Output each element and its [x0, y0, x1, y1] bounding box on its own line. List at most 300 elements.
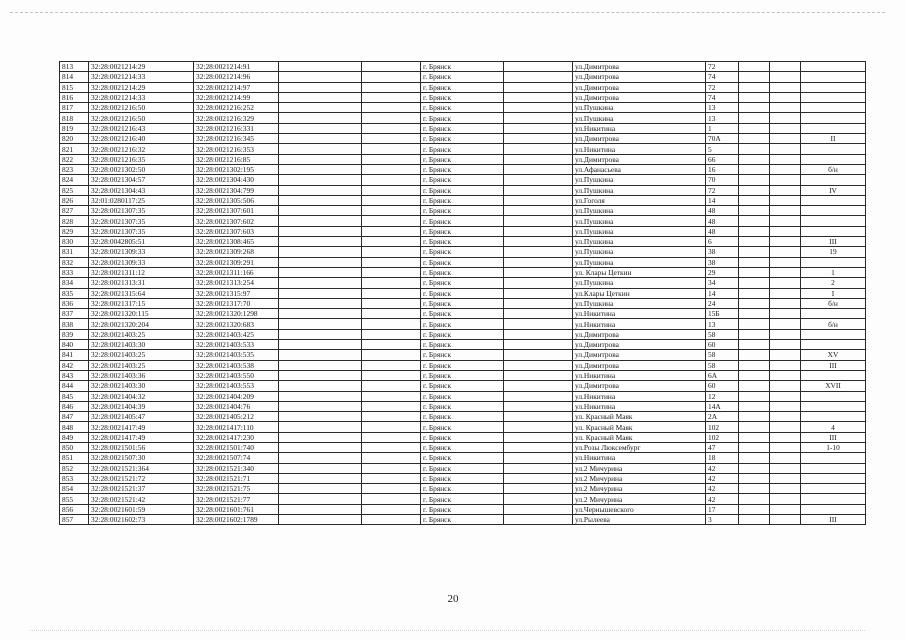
empty-cell [362, 309, 421, 319]
house-number-cell: 58 [706, 350, 739, 360]
empty-cell [504, 494, 573, 504]
empty-cell [362, 62, 421, 72]
empty-cell [362, 82, 421, 92]
city-cell: г. Брянск [421, 113, 504, 123]
empty-cell [279, 484, 362, 494]
table-row [60, 360, 866, 370]
empty-cell [362, 298, 421, 308]
empty-cell [362, 370, 421, 380]
empty-cell [504, 329, 573, 339]
empty-cell [770, 206, 801, 216]
table-row [60, 463, 866, 473]
land-cadastral-number-cell: 32:28:0021320:115 [89, 309, 194, 319]
empty-cell [739, 350, 770, 360]
city-cell: г. Брянск [421, 422, 504, 432]
street-cell: ул.2 Мичурина [573, 473, 706, 483]
land-cadastral-number-cell: 32:28:0021307:35 [89, 206, 194, 216]
empty-cell [504, 92, 573, 102]
city-cell: г. Брянск [421, 453, 504, 463]
premises-number-cell [801, 62, 866, 72]
land-cadastral-number-cell: 32:28:0021307:35 [89, 216, 194, 226]
table-row [60, 298, 866, 308]
row-number-cell: 850 [60, 442, 89, 452]
row-number-cell: 825 [60, 185, 89, 195]
empty-cell [504, 473, 573, 483]
row-number-cell: 856 [60, 504, 89, 514]
empty-cell [739, 103, 770, 113]
city-cell: г. Брянск [421, 103, 504, 113]
land-cadastral-number-cell: 32:28:0021403:25 [89, 360, 194, 370]
table-row [60, 82, 866, 92]
row-number-cell: 834 [60, 278, 89, 288]
table-row [60, 309, 866, 319]
empty-cell [504, 185, 573, 195]
house-number-cell: 2А [706, 412, 739, 422]
house-number-cell: 74 [706, 72, 739, 82]
premises-number-cell [801, 257, 866, 267]
empty-cell [279, 422, 362, 432]
street-cell: ул.2 Мичурина [573, 463, 706, 473]
city-cell: г. Брянск [421, 247, 504, 257]
row-number-cell: 830 [60, 237, 89, 247]
empty-cell [504, 72, 573, 82]
empty-cell [739, 453, 770, 463]
table-row [60, 164, 866, 174]
street-cell: ул.Никитина [573, 123, 706, 133]
row-number-cell: 827 [60, 206, 89, 216]
empty-cell [504, 453, 573, 463]
row-number-cell: 857 [60, 515, 89, 525]
object-cadastral-number-cell: 32:28:0021602:1789 [194, 515, 279, 525]
object-cadastral-number-cell: 32:28:0021216:345 [194, 134, 279, 144]
house-number-cell: 38 [706, 257, 739, 267]
empty-cell [362, 515, 421, 525]
table-row [60, 185, 866, 195]
table-row [60, 134, 866, 144]
table-row [60, 329, 866, 339]
empty-cell [739, 247, 770, 257]
object-cadastral-number-cell: 32:28:0021403:533 [194, 340, 279, 350]
empty-cell [739, 134, 770, 144]
empty-cell [504, 442, 573, 452]
premises-number-cell [801, 92, 866, 102]
empty-cell [504, 381, 573, 391]
street-cell: ул.Гоголя [573, 195, 706, 205]
empty-cell [504, 82, 573, 92]
land-cadastral-number-cell: 32:28:0021216:43 [89, 123, 194, 133]
house-number-cell: 58 [706, 329, 739, 339]
premises-number-cell [801, 82, 866, 92]
premises-number-cell: IV [801, 185, 866, 195]
empty-cell [279, 473, 362, 483]
premises-number-cell: XVII [801, 381, 866, 391]
land-cadastral-number-cell: 32:28:0021216:32 [89, 144, 194, 154]
city-cell: г. Брянск [421, 504, 504, 514]
empty-cell [362, 72, 421, 82]
premises-number-cell [801, 123, 866, 133]
row-number-cell: 814 [60, 72, 89, 82]
land-cadastral-number-cell: 32:28:0021403:30 [89, 340, 194, 350]
premises-number-cell [801, 72, 866, 82]
house-number-cell: 48 [706, 216, 739, 226]
empty-cell [739, 92, 770, 102]
empty-cell [279, 329, 362, 339]
table-row [60, 412, 866, 422]
land-cadastral-number-cell: 32:28:0021404:39 [89, 401, 194, 411]
empty-cell [279, 463, 362, 473]
empty-cell [770, 247, 801, 257]
empty-cell [279, 82, 362, 92]
house-number-cell: 72 [706, 185, 739, 195]
empty-cell [279, 309, 362, 319]
premises-number-cell [801, 453, 866, 463]
house-number-cell: 15Б [706, 309, 739, 319]
street-cell: ул.Димитрова [573, 360, 706, 370]
street-cell: ул.2 Мичурина [573, 494, 706, 504]
object-cadastral-number-cell: 32:28:0021320:1298 [194, 309, 279, 319]
empty-cell [739, 237, 770, 247]
house-number-cell: 48 [706, 206, 739, 216]
empty-cell [362, 247, 421, 257]
premises-number-cell [801, 484, 866, 494]
row-number-cell: 847 [60, 412, 89, 422]
empty-cell [279, 401, 362, 411]
row-number-cell: 846 [60, 401, 89, 411]
street-cell: ул.Пушкина [573, 175, 706, 185]
land-cadastral-number-cell: 32:28:0021311:12 [89, 267, 194, 277]
row-number-cell: 829 [60, 226, 89, 236]
row-number-cell: 843 [60, 370, 89, 380]
object-cadastral-number-cell: 32:28:0021216:353 [194, 144, 279, 154]
empty-cell [362, 216, 421, 226]
premises-number-cell [801, 144, 866, 154]
empty-cell [279, 164, 362, 174]
object-cadastral-number-cell: 32:28:0021501:740 [194, 442, 279, 452]
empty-cell [362, 237, 421, 247]
city-cell: г. Брянск [421, 350, 504, 360]
row-number-cell: 818 [60, 113, 89, 123]
empty-cell [362, 442, 421, 452]
street-cell: ул.Димитрова [573, 340, 706, 350]
empty-cell [504, 391, 573, 401]
empty-cell [770, 463, 801, 473]
object-cadastral-number-cell: 32:28:0021403:425 [194, 329, 279, 339]
street-cell: ул.Розы Люксембург [573, 442, 706, 452]
empty-cell [504, 154, 573, 164]
object-cadastral-number-cell: 32:28:0021313:254 [194, 278, 279, 288]
row-number-cell: 833 [60, 267, 89, 277]
street-cell: ул.Пушкина [573, 247, 706, 257]
table-row [60, 247, 866, 257]
city-cell: г. Брянск [421, 391, 504, 401]
empty-cell [362, 195, 421, 205]
empty-cell [504, 278, 573, 288]
city-cell: г. Брянск [421, 494, 504, 504]
house-number-cell: 34 [706, 278, 739, 288]
street-cell: ул.Пушкина [573, 113, 706, 123]
premises-number-cell [801, 195, 866, 205]
empty-cell [770, 340, 801, 350]
table-row [60, 340, 866, 350]
premises-number-cell: III [801, 515, 866, 525]
empty-cell [279, 453, 362, 463]
land-cadastral-number-cell: 32:28:0021216:35 [89, 154, 194, 164]
premises-number-cell: 1-10 [801, 442, 866, 452]
empty-cell [739, 113, 770, 123]
city-cell: г. Брянск [421, 442, 504, 452]
object-cadastral-number-cell: 32:28:0021216:329 [194, 113, 279, 123]
house-number-cell: 12 [706, 391, 739, 401]
object-cadastral-number-cell: 32:28:0021214:91 [194, 62, 279, 72]
city-cell: г. Брянск [421, 360, 504, 370]
empty-cell [739, 473, 770, 483]
premises-number-cell [801, 401, 866, 411]
street-cell: ул.Пушкина [573, 185, 706, 195]
object-cadastral-number-cell: 32:28:0021417:110 [194, 422, 279, 432]
empty-cell [504, 360, 573, 370]
row-number-cell: 837 [60, 309, 89, 319]
city-cell: г. Брянск [421, 309, 504, 319]
land-cadastral-number-cell: 32:28:0021403:36 [89, 370, 194, 380]
empty-cell [362, 329, 421, 339]
row-number-cell: 842 [60, 360, 89, 370]
empty-cell [739, 288, 770, 298]
empty-cell [739, 298, 770, 308]
object-cadastral-number-cell: 32:28:0021403:538 [194, 360, 279, 370]
object-cadastral-number-cell: 32:28:0021216:252 [194, 103, 279, 113]
table-row [60, 154, 866, 164]
row-number-cell: 855 [60, 494, 89, 504]
street-cell: ул.Афанасьева [573, 164, 706, 174]
empty-cell [362, 484, 421, 494]
empty-cell [770, 381, 801, 391]
empty-cell [279, 103, 362, 113]
empty-cell [279, 154, 362, 164]
land-cadastral-number-cell: 32:28:0021403:30 [89, 381, 194, 391]
empty-cell [739, 412, 770, 422]
empty-cell [739, 515, 770, 525]
empty-cell [739, 175, 770, 185]
table-row [60, 350, 866, 360]
empty-cell [362, 340, 421, 350]
empty-cell [504, 350, 573, 360]
empty-cell [362, 473, 421, 483]
table-row [60, 216, 866, 226]
land-cadastral-number-cell: 32:28:0021601:59 [89, 504, 194, 514]
empty-cell [504, 206, 573, 216]
land-cadastral-number-cell: 32:28:0021315:64 [89, 288, 194, 298]
city-cell: г. Брянск [421, 134, 504, 144]
land-cadastral-number-cell: 32:28:0021403:25 [89, 329, 194, 339]
empty-cell [279, 237, 362, 247]
empty-cell [739, 494, 770, 504]
empty-cell [770, 422, 801, 432]
city-cell: г. Брянск [421, 473, 504, 483]
object-cadastral-number-cell: 32:28:0021214:97 [194, 82, 279, 92]
row-number-cell: 841 [60, 350, 89, 360]
table-row [60, 237, 866, 247]
empty-cell [504, 216, 573, 226]
empty-cell [279, 195, 362, 205]
premises-number-cell: III [801, 360, 866, 370]
land-cadastral-number-cell: 32:28:0021214:29 [89, 82, 194, 92]
empty-cell [279, 257, 362, 267]
empty-cell [770, 113, 801, 123]
city-cell: г. Брянск [421, 340, 504, 350]
street-cell: ул.Никитина [573, 391, 706, 401]
street-cell: ул.Рылеева [573, 515, 706, 525]
premises-number-cell [801, 473, 866, 483]
premises-number-cell [801, 206, 866, 216]
street-cell: ул.Пушкина [573, 257, 706, 267]
land-cadastral-number-cell: 32:28:0021602:73 [89, 515, 194, 525]
row-number-cell: 844 [60, 381, 89, 391]
house-number-cell: 38 [706, 247, 739, 257]
premises-number-cell: 1 [801, 267, 866, 277]
land-cadastral-number-cell: 32:28:0021309:33 [89, 247, 194, 257]
object-cadastral-number-cell: 32:28:0021216:331 [194, 123, 279, 133]
empty-cell [279, 206, 362, 216]
empty-cell [739, 278, 770, 288]
premises-number-cell: III [801, 432, 866, 442]
row-number-cell: 826 [60, 195, 89, 205]
empty-cell [770, 185, 801, 195]
empty-cell [279, 515, 362, 525]
empty-cell [739, 360, 770, 370]
table-row [60, 72, 866, 82]
table-row [60, 113, 866, 123]
empty-cell [362, 164, 421, 174]
empty-cell [770, 154, 801, 164]
premises-number-cell [801, 504, 866, 514]
row-number-cell: 819 [60, 123, 89, 133]
empty-cell [739, 257, 770, 267]
empty-cell [739, 144, 770, 154]
empty-cell [362, 360, 421, 370]
object-cadastral-number-cell: 32:28:0021302:195 [194, 164, 279, 174]
empty-cell [504, 484, 573, 494]
object-cadastral-number-cell: 32:28:0021214:99 [194, 92, 279, 102]
empty-cell [279, 113, 362, 123]
premises-number-cell: III [801, 237, 866, 247]
house-number-cell: 102 [706, 422, 739, 432]
empty-cell [770, 319, 801, 329]
empty-cell [770, 92, 801, 102]
page-number: 20 [447, 593, 459, 605]
empty-cell [739, 504, 770, 514]
row-number-cell: 820 [60, 134, 89, 144]
city-cell: г. Брянск [421, 401, 504, 411]
empty-cell [279, 185, 362, 195]
empty-cell [739, 370, 770, 380]
empty-cell [504, 370, 573, 380]
empty-cell [362, 134, 421, 144]
row-number-cell: 821 [60, 144, 89, 154]
empty-cell [279, 62, 362, 72]
empty-cell [362, 432, 421, 442]
city-cell: г. Брянск [421, 92, 504, 102]
empty-cell [770, 412, 801, 422]
empty-cell [770, 278, 801, 288]
empty-cell [279, 278, 362, 288]
empty-cell [279, 72, 362, 82]
empty-cell [504, 237, 573, 247]
empty-cell [279, 298, 362, 308]
premises-number-cell [801, 216, 866, 226]
premises-number-cell [801, 370, 866, 380]
empty-cell [770, 164, 801, 174]
empty-cell [279, 381, 362, 391]
row-number-cell: 839 [60, 329, 89, 339]
table-row [60, 515, 866, 525]
premises-number-cell: XV [801, 350, 866, 360]
empty-cell [279, 442, 362, 452]
house-number-cell: 102 [706, 432, 739, 442]
table-row [60, 494, 866, 504]
land-cadastral-number-cell: 32:28:0021405:47 [89, 412, 194, 422]
house-number-cell: 14А [706, 401, 739, 411]
row-number-cell: 851 [60, 453, 89, 463]
street-cell: ул.Димитрова [573, 134, 706, 144]
empty-cell [504, 134, 573, 144]
table-row [60, 144, 866, 154]
empty-cell [279, 360, 362, 370]
city-cell: г. Брянск [421, 185, 504, 195]
empty-cell [279, 216, 362, 226]
empty-cell [362, 401, 421, 411]
table-row [60, 195, 866, 205]
premises-number-cell [801, 463, 866, 473]
empty-cell [770, 62, 801, 72]
premises-number-cell: б/н [801, 164, 866, 174]
empty-cell [770, 309, 801, 319]
empty-cell [362, 350, 421, 360]
row-number-cell: 831 [60, 247, 89, 257]
row-number-cell: 838 [60, 319, 89, 329]
land-cadastral-number-cell: 32:28:0021309:33 [89, 257, 194, 267]
empty-cell [770, 401, 801, 411]
land-cadastral-number-cell: 32:28:0021507:30 [89, 453, 194, 463]
row-number-cell: 823 [60, 164, 89, 174]
object-cadastral-number-cell: 32:28:0021601:761 [194, 504, 279, 514]
empty-cell [739, 484, 770, 494]
premises-number-cell [801, 329, 866, 339]
table-row [60, 391, 866, 401]
street-cell: ул.Пушкина [573, 298, 706, 308]
empty-cell [279, 319, 362, 329]
street-cell: ул.2 Мичурина [573, 484, 706, 494]
empty-cell [770, 123, 801, 133]
empty-cell [770, 195, 801, 205]
street-cell: ул.Димитрова [573, 72, 706, 82]
object-cadastral-number-cell: 32:28:0021311:166 [194, 267, 279, 277]
empty-cell [504, 340, 573, 350]
table-row [60, 473, 866, 483]
house-number-cell: 72 [706, 62, 739, 72]
empty-cell [279, 350, 362, 360]
empty-cell [739, 82, 770, 92]
premises-number-cell [801, 309, 866, 319]
empty-cell [362, 185, 421, 195]
house-number-cell: 16 [706, 164, 739, 174]
empty-cell [739, 123, 770, 133]
empty-cell [739, 154, 770, 164]
house-number-cell: 42 [706, 473, 739, 483]
premises-number-cell: б/н [801, 319, 866, 329]
table-row [60, 432, 866, 442]
empty-cell [770, 360, 801, 370]
object-cadastral-number-cell: 32:28:0021521:71 [194, 473, 279, 483]
